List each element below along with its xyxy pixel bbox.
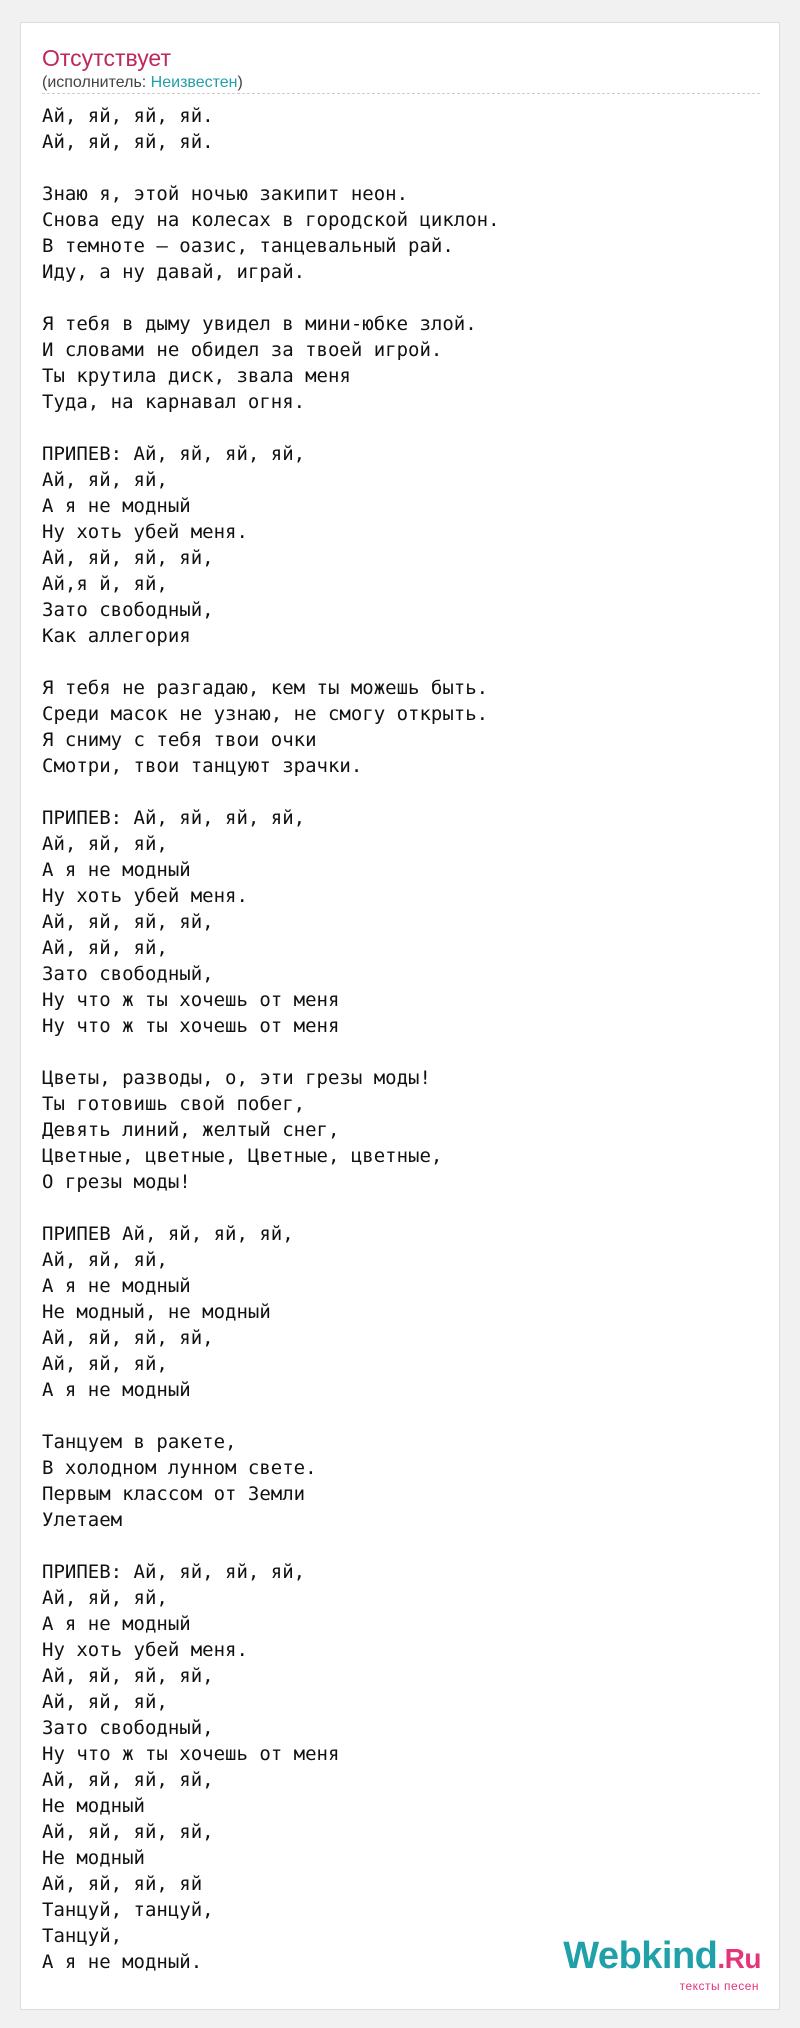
lyrics-line: Ай, яй, яй, яй. [42, 131, 214, 153]
lyrics-text [42, 103, 500, 1975]
lyrics-line: Ну хоть убей меня. [42, 1639, 248, 1661]
lyrics-line: Я тебя не разгадаю, кем ты можешь быть. [42, 677, 489, 699]
lyrics-line: Ты крутила диск, звала меня [42, 365, 351, 387]
lyrics-line: Туда, на карнавал огня. [42, 391, 306, 413]
lyrics-line: Улетаем [42, 1509, 123, 1531]
lyrics-line: Ай, яй, яй, яй, [42, 1769, 214, 1791]
lyrics-line: Смотри, твои танцуют зрачки. [42, 755, 363, 777]
lyrics-line: Ай, яй, яй, [42, 469, 168, 491]
lyrics-line: А я не модный [42, 1275, 191, 1297]
lyrics-line: ПРИПЕВ: Ай, яй, яй, яй, [42, 1561, 306, 1583]
lyrics-line: Первым классом от Земли [42, 1483, 306, 1505]
lyrics-line: Ай, яй, яй, [42, 1353, 168, 1375]
lyrics-card [20, 22, 780, 2010]
lyrics-line: Знаю я, этой ночью закипит неон. [42, 183, 409, 205]
lyrics-line: ПРИПЕВ: Ай, яй, яй, яй, [42, 807, 306, 829]
lyrics-line: Цветы, разводы, о, эти грезы моды! [42, 1067, 431, 1089]
lyrics-line: Ай,я й, яй, [42, 573, 168, 595]
lyrics-line: Ай, яй, яй, яй, [42, 547, 214, 569]
lyrics-line: Ай, яй, яй, [42, 1691, 168, 1713]
lyrics-line: Зато свободный, [42, 963, 214, 985]
lyrics-line: Я тебя в дыму увидел в мини-юбке злой. [42, 313, 477, 335]
lyrics-line: Ай, яй, яй, [42, 1249, 168, 1271]
lyrics-line: А я не модный. [42, 1951, 203, 1973]
lyrics-line: Не модный, не модный [42, 1301, 271, 1323]
lyrics-line: Ай, яй, яй, яй [42, 1873, 203, 1895]
lyrics-line: В холодном лунном свете. [42, 1457, 317, 1479]
lyrics-line: Танцуем в ракете, [42, 1431, 237, 1453]
lyrics-line: ПРИПЕВ: Ай, яй, яй, яй, [42, 443, 306, 465]
performer-prefix: (исполнитель: [42, 74, 151, 91]
lyrics-line: Ай, яй, яй, [42, 937, 168, 959]
lyrics-line: Ну что ж ты хочешь от меня [42, 989, 340, 1011]
lyrics-line: Ты готовишь свой побег, [42, 1093, 306, 1115]
lyrics-line: Ай, яй, яй, яй. [42, 105, 214, 127]
lyrics-line: Я сниму с тебя твои очки [42, 729, 317, 751]
performer-suffix: ) [237, 74, 243, 91]
lyrics-line: Ай, яй, яй, яй, [42, 911, 214, 933]
lyrics-line: ПРИПЕВ Ай, яй, яй, яй, [42, 1223, 294, 1245]
lyrics-line: Зато свободный, [42, 1717, 214, 1739]
lyrics-line: А я не модный [42, 1613, 191, 1635]
lyrics-line: Ну хоть убей меня. [42, 521, 248, 543]
lyrics-line: Ай, яй, яй, [42, 1587, 168, 1609]
lyrics-line: Зато свободный, [42, 599, 214, 621]
logo-tld: .Ru [717, 1943, 761, 1974]
lyrics-line: Цветные, цветные, Цветные, цветные, [42, 1145, 443, 1167]
lyrics-line: Ну хоть убей меня. [42, 885, 248, 907]
lyrics-line: Ай, яй, яй, яй, [42, 1327, 214, 1349]
lyrics-line: Как аллегория [42, 625, 191, 647]
lyrics-line: Ну что ж ты хочешь от меня [42, 1743, 340, 1765]
lyrics-line: Ай, яй, яй, [42, 833, 168, 855]
lyrics-line: Снова еду на колесах в городской циклон. [42, 209, 500, 231]
lyrics-line: Танцуй, танцуй, [42, 1899, 214, 1921]
lyrics-line: И словами не обидел за твоей игрой. [42, 339, 443, 361]
lyrics-line: Девять линий, желтый снег, [42, 1119, 340, 1141]
logo-tagline: тексты песен [679, 1979, 759, 1993]
lyrics-line: А я не модный [42, 859, 191, 881]
lyrics-line: Танцуй, [42, 1925, 123, 1947]
lyrics-line: Среди масок не узнаю, не смогу открыть. [42, 703, 489, 725]
lyrics-line: Ну что ж ты хочешь от меня [42, 1015, 340, 1037]
lyrics-line: Не модный [42, 1847, 145, 1869]
performer-link[interactable]: Неизвестен [150, 74, 238, 91]
lyrics-line: Ай, яй, яй, яй, [42, 1821, 214, 1843]
song-title: Отсутствует [42, 45, 171, 71]
lyrics-line: А я не модный [42, 1379, 191, 1401]
lyrics-line: О грезы моды! [42, 1171, 191, 1193]
lyrics-line: Не модный [42, 1795, 145, 1817]
logo-brand [563, 1935, 761, 1978]
performer-line [42, 74, 243, 92]
logo-name: Webkind [563, 1935, 718, 1977]
title-divider [42, 93, 760, 94]
webkind-logo[interactable] [561, 1935, 761, 1993]
lyrics-line: В темноте — оазис, танцевальный рай. [42, 235, 454, 257]
lyrics-line: А я не модный [42, 495, 191, 517]
lyrics-line: Ай, яй, яй, яй, [42, 1665, 214, 1687]
lyrics-line: Иду, а ну давай, играй. [42, 261, 306, 283]
